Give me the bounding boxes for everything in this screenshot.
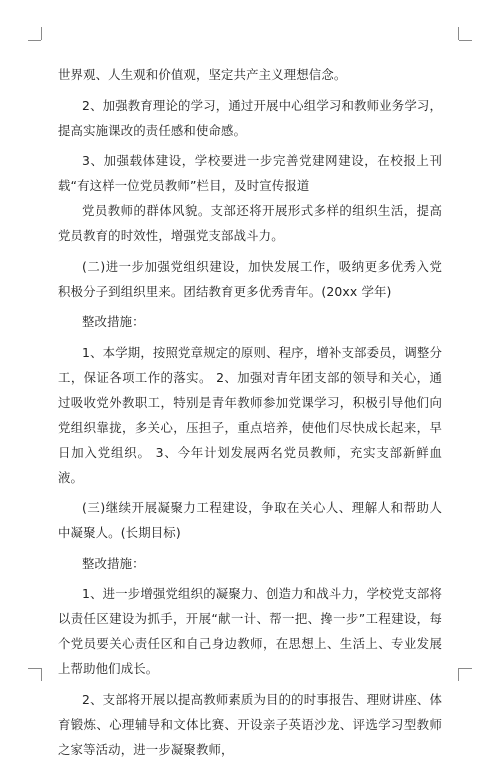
corner-mark-top-left: [28, 40, 41, 41]
corner-mark-top-right: [458, 27, 459, 40]
paragraph: 2、支部将开展以提高教师素质为目的的时事报告、理财讲座、体育锻炼、心理辅导和文体比赛、开设亲子英语沙龙、评选学习型教师之家等活动，进一步凝聚教师，: [58, 691, 442, 757]
paragraph: (三)继续开展凝聚力工程建设，争取在关心人、理解人和帮助人中凝聚人。(长期目标): [58, 500, 442, 540]
section-heading: 整改措施：: [82, 314, 145, 329]
paragraph: 1、本学期，按照党章规定的原则、程序，增补支部委员，调整分工，保证各项工作的落实。 2、加强对青年团支部的领导和关心，通过吸收党外教职工，特别是青年教师参加党课学习，积极引导他们向党组织靠拢，多关心，压担子，重点培养，使他们尽快成长起来，早日加入党组织。 3、今年计划发展两名党员教师，充实支部新鲜血液。: [58, 344, 442, 485]
corner-mark-bottom-right: [459, 668, 472, 669]
corner-mark-top-right: [459, 40, 472, 41]
document-body: [58, 62, 442, 767]
corner-mark-bottom-left: [28, 668, 41, 669]
corner-mark-top-left: [41, 27, 42, 40]
paragraph: 3、加强载体建设，学校要进一步完善党建网建设，在校报上刊载“有这样一位党员教师”栏目，及时宣传报道: [58, 153, 442, 193]
paragraph: 世界观、人生观和价值观，坚定共产主义理想信念。: [58, 67, 347, 82]
corner-mark-bottom-right: [458, 668, 459, 681]
section-heading: 整改措施：: [82, 555, 145, 571]
paragraph: 1、进一步增强党组织的凝聚力、创造力和战斗力，学校党支部将以责任区建设为抓手，开展“献一计、帮一把、搀一步”工程建设，每个党员要关心责任区和自己身边教师，在思想上、生活上、专业发展上帮助他们成长。: [58, 586, 442, 676]
paragraph: 2、加强教育理论的学习，通过开展中心组学习和教师业务学习，提高实施课改的责任感和使命感。: [58, 97, 442, 138]
paragraph: (二)进一步加强党组织建设，加快发展工作，吸纳更多优秀入党积极分子到组织里来。团结教育更多优秀青年。(20xx 学年): [58, 258, 442, 299]
paragraph: 党员教师的群体风貌。支部还将开展形式多样的组织生活，提高党员教育的时效性，增强党支部战斗力。: [58, 203, 442, 243]
corner-mark-bottom-left: [41, 668, 42, 681]
